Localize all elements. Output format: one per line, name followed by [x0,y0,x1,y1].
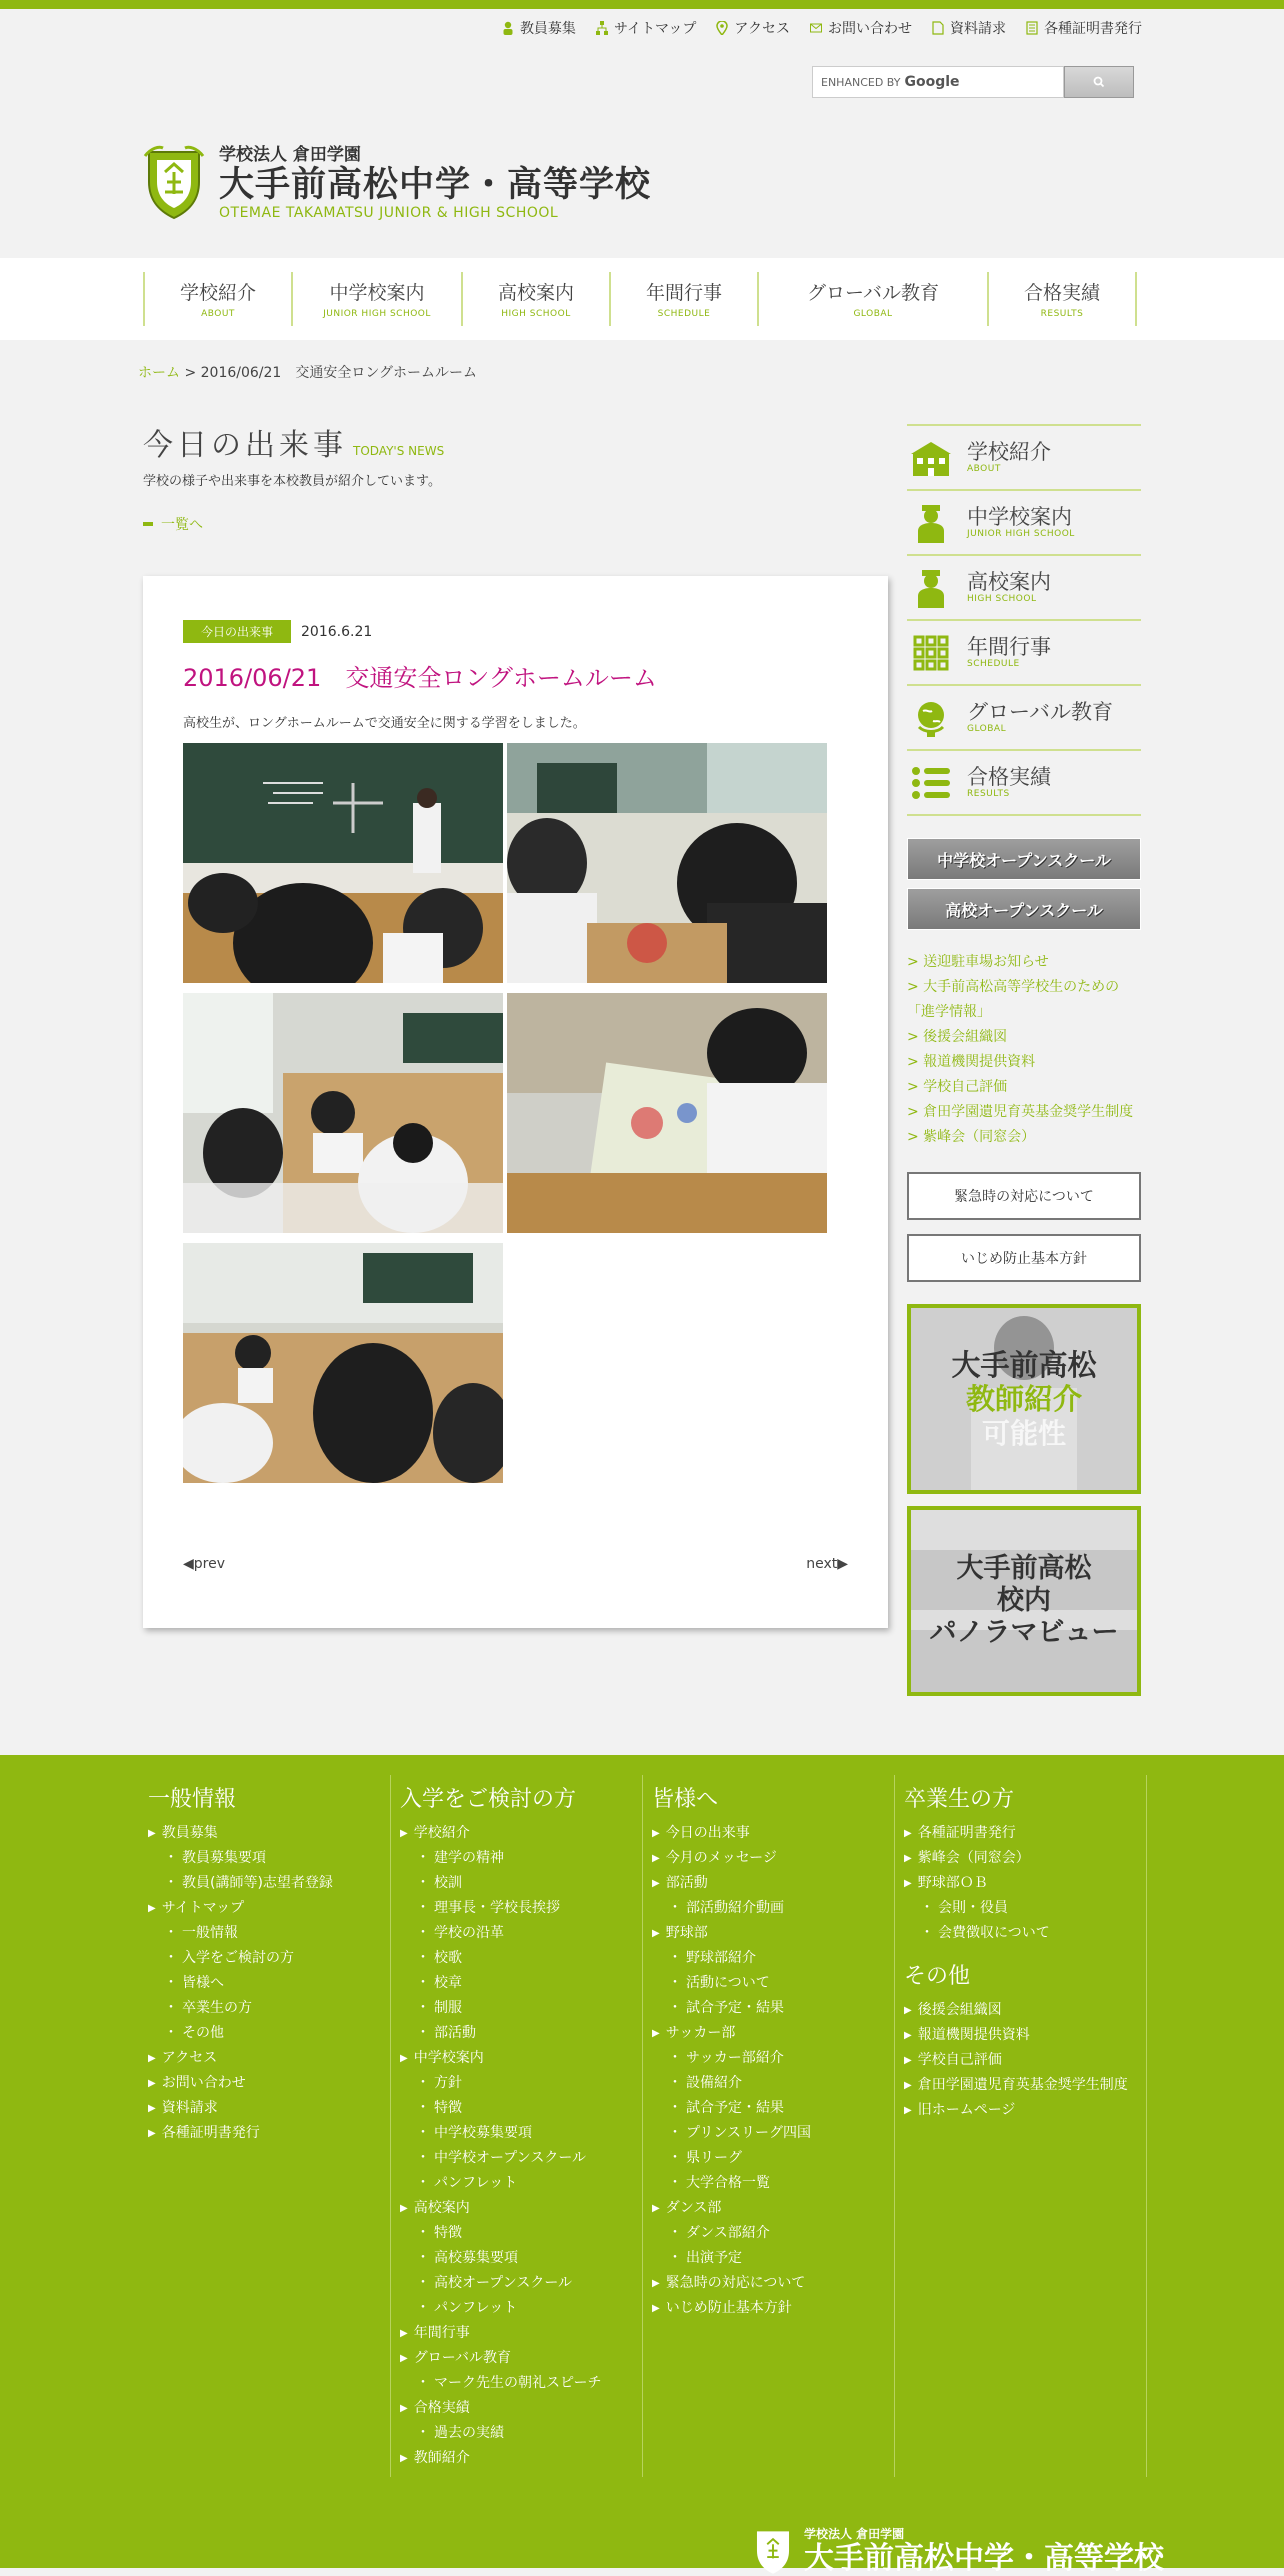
logo-english-name: OTEMAE TAKAMATSU JUNIOR & HIGH SCHOOL [219,205,559,222]
gnav-schedule[interactable]: 年間行事 SCHEDULE [609,272,757,326]
sidebar-link[interactable]: > 紫峰会（同窓会） [907,1129,1036,1145]
teacher-intro-banner[interactable]: 大手前高松 教師紹介 可能性 [907,1304,1141,1494]
footer-link[interactable]: ・ 野球部紹介 [652,1946,811,1971]
sidebar [907,424,1141,1696]
student-icon [916,568,946,608]
section-description: 学校の様子や出来事を本校教員が紹介しています。 [143,474,441,489]
footer-link[interactable]: ・ その他 [148,2021,333,2046]
footer-link[interactable]: ・ 方針 [400,2071,601,2096]
footer-link[interactable]: ▶ 緊急時の対応について [652,2271,811,2296]
footer-link[interactable]: ・ 過去の実績 [400,2421,601,2446]
footer-link[interactable]: ・ プリンスリーグ四国 [652,2121,811,2146]
gnav-high-school[interactable]: 高校案内 HIGH SCHOOL [461,272,609,326]
footer-link[interactable]: ・ 校歌 [400,1946,601,1971]
logo-corporation: 学校法人 倉田学園 [219,145,361,165]
footer-link[interactable]: ・ 一般情報 [148,1921,333,1946]
classroom-photo-4 [507,993,827,1233]
footer-heading: 皆様へ [652,1787,719,1812]
classroom-photo-2 [507,743,827,983]
search-input[interactable]: ENHANCED BY Google [812,66,1064,98]
footer-link[interactable]: ・ 校訓 [400,1871,601,1896]
article-title: 2016/06/21 交通安全ロングホームルーム [183,664,657,692]
gnav-results[interactable]: 合格実績 RESULTS [987,272,1137,326]
footer-link[interactable]: ・ 設備紹介 [652,2071,811,2096]
footer-link[interactable]: ・ 特徴 [400,2221,601,2246]
footer-link[interactable]: ▶ ダンス部 [652,2196,811,2221]
list-icon [912,767,950,799]
footer-link[interactable]: ・ 試合予定・結果 [652,2096,811,2121]
utility-link-brochure[interactable]: 資料請求 [932,18,1006,38]
footer-link[interactable]: ▶ サイトマップ [148,1896,333,1921]
footer-link[interactable]: ・ サッカー部紹介 [652,2046,811,2071]
footer-link[interactable]: ▶ 報道機関提供資料 [904,2023,1128,2048]
breadcrumb-current: 2016/06/21 交通安全ロングホームルーム [200,365,478,381]
article-photo[interactable] [183,743,503,983]
footer-link[interactable]: ・ 県リーグ [652,2146,811,2171]
anti-bullying-button[interactable]: いじめ防止基本方針 [907,1234,1141,1282]
footer-link[interactable]: ・ 入学をご検討の方 [148,1946,333,1971]
search-box [812,66,1134,98]
footer-col-everyone [652,1775,811,2477]
sidebar-nav [907,424,1141,816]
footer-col-alumni [904,1775,1128,2477]
footer-link[interactable]: ▶ 中学校案内 [400,2046,601,2071]
footer-link[interactable]: ▶ 年間行事 [400,2321,601,2346]
classroom-photo-5 [183,1243,503,1483]
footer-link[interactable]: ▶ 学校紹介 [400,1821,601,1846]
certificate-icon [1026,21,1038,35]
footer-link[interactable]: ▶ 学校自己評価 [904,2048,1128,2073]
footer-link[interactable]: ・ 部活動 [400,2021,601,2046]
footer-link[interactable]: ▶ 後援会組織図 [904,1998,1128,2023]
footer-heading: 入学をご検討の方 [400,1787,577,1812]
footer-link[interactable]: ▶ アクセス [148,2046,333,2071]
footer-link[interactable]: ▶ 各種証明書発行 [904,1821,1128,1846]
article-photo[interactable] [183,993,503,1233]
panorama-view-banner[interactable]: 大手前高松 校内 パノラマビュー [907,1506,1141,1696]
footer-link[interactable]: ・ 教員(講師等)志望者登録 [148,1871,333,1896]
footer-heading: その他 [904,1964,971,1989]
footer-link[interactable]: ・ 試合予定・結果 [652,1996,811,2021]
utility-link-contact[interactable]: お問い合わせ [810,18,912,38]
footer-logo[interactable]: 学校法人 倉田学園 大手前高松中学・高等学校 [752,2525,1164,2575]
article-photo[interactable] [183,1243,503,1483]
footer-link[interactable]: ・ 高校オープンスクール [400,2271,601,2296]
footer-link[interactable]: ・ マーク先生の朝礼スピーチ [400,2371,601,2396]
footer-link[interactable]: ▶ いじめ防止基本方針 [652,2296,811,2321]
sidebar-item-high-school[interactable]: 高校案内 HIGH SCHOOL [907,556,1141,621]
footer-link[interactable]: ▶ 教師紹介 [400,2446,601,2471]
footer-link[interactable]: ▶ 今月のメッセージ [652,1846,811,1871]
sidebar-link[interactable]: > 学校自己評価 [907,1079,1008,1095]
footer-link[interactable]: ▶ 紫峰会（同窓会） [904,1846,1128,1871]
gnav-about[interactable]: 学校紹介 ABOUT [143,272,291,326]
next-link[interactable]: next▶ [806,1556,848,1572]
person-icon [502,21,514,35]
footer-col-prospective [400,1775,601,2477]
triangle-right-icon: ▶ [837,1556,848,1572]
utility-link-certificate[interactable]: 各種証明書発行 [1026,18,1142,38]
classroom-photo-3 [183,993,503,1233]
footer-link[interactable]: ▶ 合格実績 [400,2396,601,2421]
footer-link[interactable]: ▶ 資料請求 [148,2096,333,2121]
footer-link[interactable]: ・ 理事長・学校長挨拶 [400,1896,601,1921]
school-building-icon [909,440,953,476]
breadcrumb: ホーム > 2016/06/21 交通安全ロングホームルーム [138,365,478,381]
globe-icon [913,699,949,737]
site-logo[interactable] [143,140,651,221]
article-body: 高校生が、ロングホームルームで交通安全に関する学習をしました。 [183,716,586,731]
sidebar-link[interactable]: > 大手前高松高等学校生のための [907,979,1120,995]
emergency-response-button[interactable]: 緊急時の対応について [907,1172,1141,1220]
footer-heading: 卒業生の方 [904,1787,1015,1812]
dash-icon [143,522,153,526]
top-accent-bar [0,0,1284,9]
footer-link[interactable]: ▶ 倉田学園遺児育英基金奨学生制度 [904,2073,1128,2098]
sidebar-links [907,950,1141,1150]
student-icon [916,503,946,543]
footer-link[interactable]: ▶ グローバル教育 [400,2346,601,2371]
logo-school-name: 大手前高松中学・高等学校 [219,165,652,205]
utility-nav [502,18,1142,38]
footer-link[interactable]: ・ 制服 [400,1996,601,2021]
footer-link[interactable]: ・ 中学校オープンスクール [400,2146,601,2171]
footer-link[interactable]: ・ 特徴 [400,2096,601,2121]
article-category-badge[interactable]: 今日の出来事 [183,620,291,643]
junior-open-school-banner[interactable]: 中学校オープンスクール [907,838,1141,880]
footer-link[interactable]: ・ 会則・役員 [904,1896,1128,1921]
sidebar-item-global[interactable]: グローバル教育 GLOBAL [907,686,1141,751]
breadcrumb-home-link[interactable]: ホーム [138,365,180,381]
footer-link[interactable]: ▶ 教員募集 [148,1821,333,1846]
utility-link-recruit[interactable]: 教員募集 [502,18,576,38]
footer-link[interactable]: ▶ 野球部ＯＢ [904,1871,1128,1896]
sidebar-item-about[interactable]: 学校紹介 ABOUT [907,426,1141,491]
global-nav [0,258,1284,340]
sidebar-link[interactable]: > 報道機関提供資料 [907,1054,1036,1070]
triangle-left-icon: ◀ [183,1556,194,1572]
footer-link[interactable]: ・ 中学校募集要項 [400,2121,601,2146]
footer-link[interactable]: ▶ サッカー部 [652,2021,811,2046]
sidebar-link[interactable]: > 倉田学園遺児育英基金奨学生制度 [907,1104,1134,1120]
footer-link[interactable]: ・ 学校の沿革 [400,1921,601,1946]
grid-icon [913,635,949,671]
article-card [143,576,888,1628]
article-date: 2016.6.21 [301,623,373,640]
section-title: 今日の出来事 TODAY'S NEWS [143,428,445,463]
footer-link[interactable]: ▶ 部活動 [652,1871,811,1896]
footer-link[interactable]: ・ 校章 [400,1971,601,1996]
footer-link[interactable]: ・ 建学の精神 [400,1846,601,1871]
footer-link[interactable]: ・ 教員募集要項 [148,1846,333,1871]
document-icon [932,21,944,35]
footer-link[interactable]: ・ 出演予定 [652,2246,811,2271]
search-button[interactable] [1064,66,1134,98]
classroom-photo-1 [183,743,503,983]
footer-link[interactable]: ▶ 旧ホームページ [904,2098,1128,2123]
footer-link[interactable]: ▶ 今日の出来事 [652,1821,811,1846]
prev-link[interactable]: ◀prev [183,1556,226,1572]
sidebar-item-schedule[interactable]: 年間行事 SCHEDULE [907,621,1141,686]
sidebar-item-junior-high[interactable]: 中学校案内 JUNIOR HIGH SCHOOL [907,491,1141,556]
gnav-global[interactable]: グローバル教育 GLOBAL [757,272,987,326]
high-open-school-banner[interactable]: 高校オープンスクール [907,888,1141,930]
article-photo[interactable] [507,743,827,983]
footer-link[interactable]: ▶ 各種証明書発行 [148,2121,333,2146]
footer-link[interactable]: ・ 活動について [652,1971,811,1996]
gnav-junior-high[interactable]: 中学校案内 JUNIOR HIGH SCHOOL [291,272,461,326]
footer [0,1755,1284,2576]
sitemap-icon [596,21,608,35]
sidebar-link[interactable]: > 後援会組織図 [907,1029,1008,1045]
footer-link[interactable]: ・ ダンス部紹介 [652,2221,811,2246]
sidebar-link[interactable]: > 送迎駐車場お知らせ [907,954,1049,970]
footer-col-general [148,1775,333,2477]
school-emblem-icon [143,142,205,220]
mail-icon [810,21,822,35]
article-photo[interactable] [507,993,827,1233]
utility-link-sitemap[interactable]: サイトマップ [596,18,696,38]
footer-link[interactable]: ・ 会費徴収について [904,1921,1128,1946]
footer-link[interactable]: ・ 部活動紹介動画 [652,1896,811,1921]
footer-link[interactable]: ▶ お問い合わせ [148,2071,333,2096]
map-pin-icon [716,21,728,35]
search-icon [1093,76,1105,88]
footer-link[interactable]: ・ 卒業生の方 [148,1996,333,2021]
utility-link-access[interactable]: アクセス [716,18,790,38]
footer-link[interactable]: ・ 高校募集要項 [400,2246,601,2271]
footer-link[interactable]: ・ 大学合格一覧 [652,2171,811,2196]
footer-link[interactable]: ・ パンフレット [400,2296,601,2321]
footer-link[interactable]: ▶ 高校案内 [400,2196,601,2221]
footer-link[interactable]: ▶ 野球部 [652,1921,811,1946]
footer-link[interactable]: ・ パンフレット [400,2171,601,2196]
footer-link[interactable]: ・ 皆様へ [148,1971,333,1996]
back-to-list-link[interactable]: 一覧へ [143,514,203,534]
sidebar-item-results[interactable]: 合格実績 RESULTS [907,751,1141,816]
sidebar-link[interactable]: 「進学情報」 [907,1004,991,1020]
footer-heading: 一般情報 [148,1787,237,1812]
